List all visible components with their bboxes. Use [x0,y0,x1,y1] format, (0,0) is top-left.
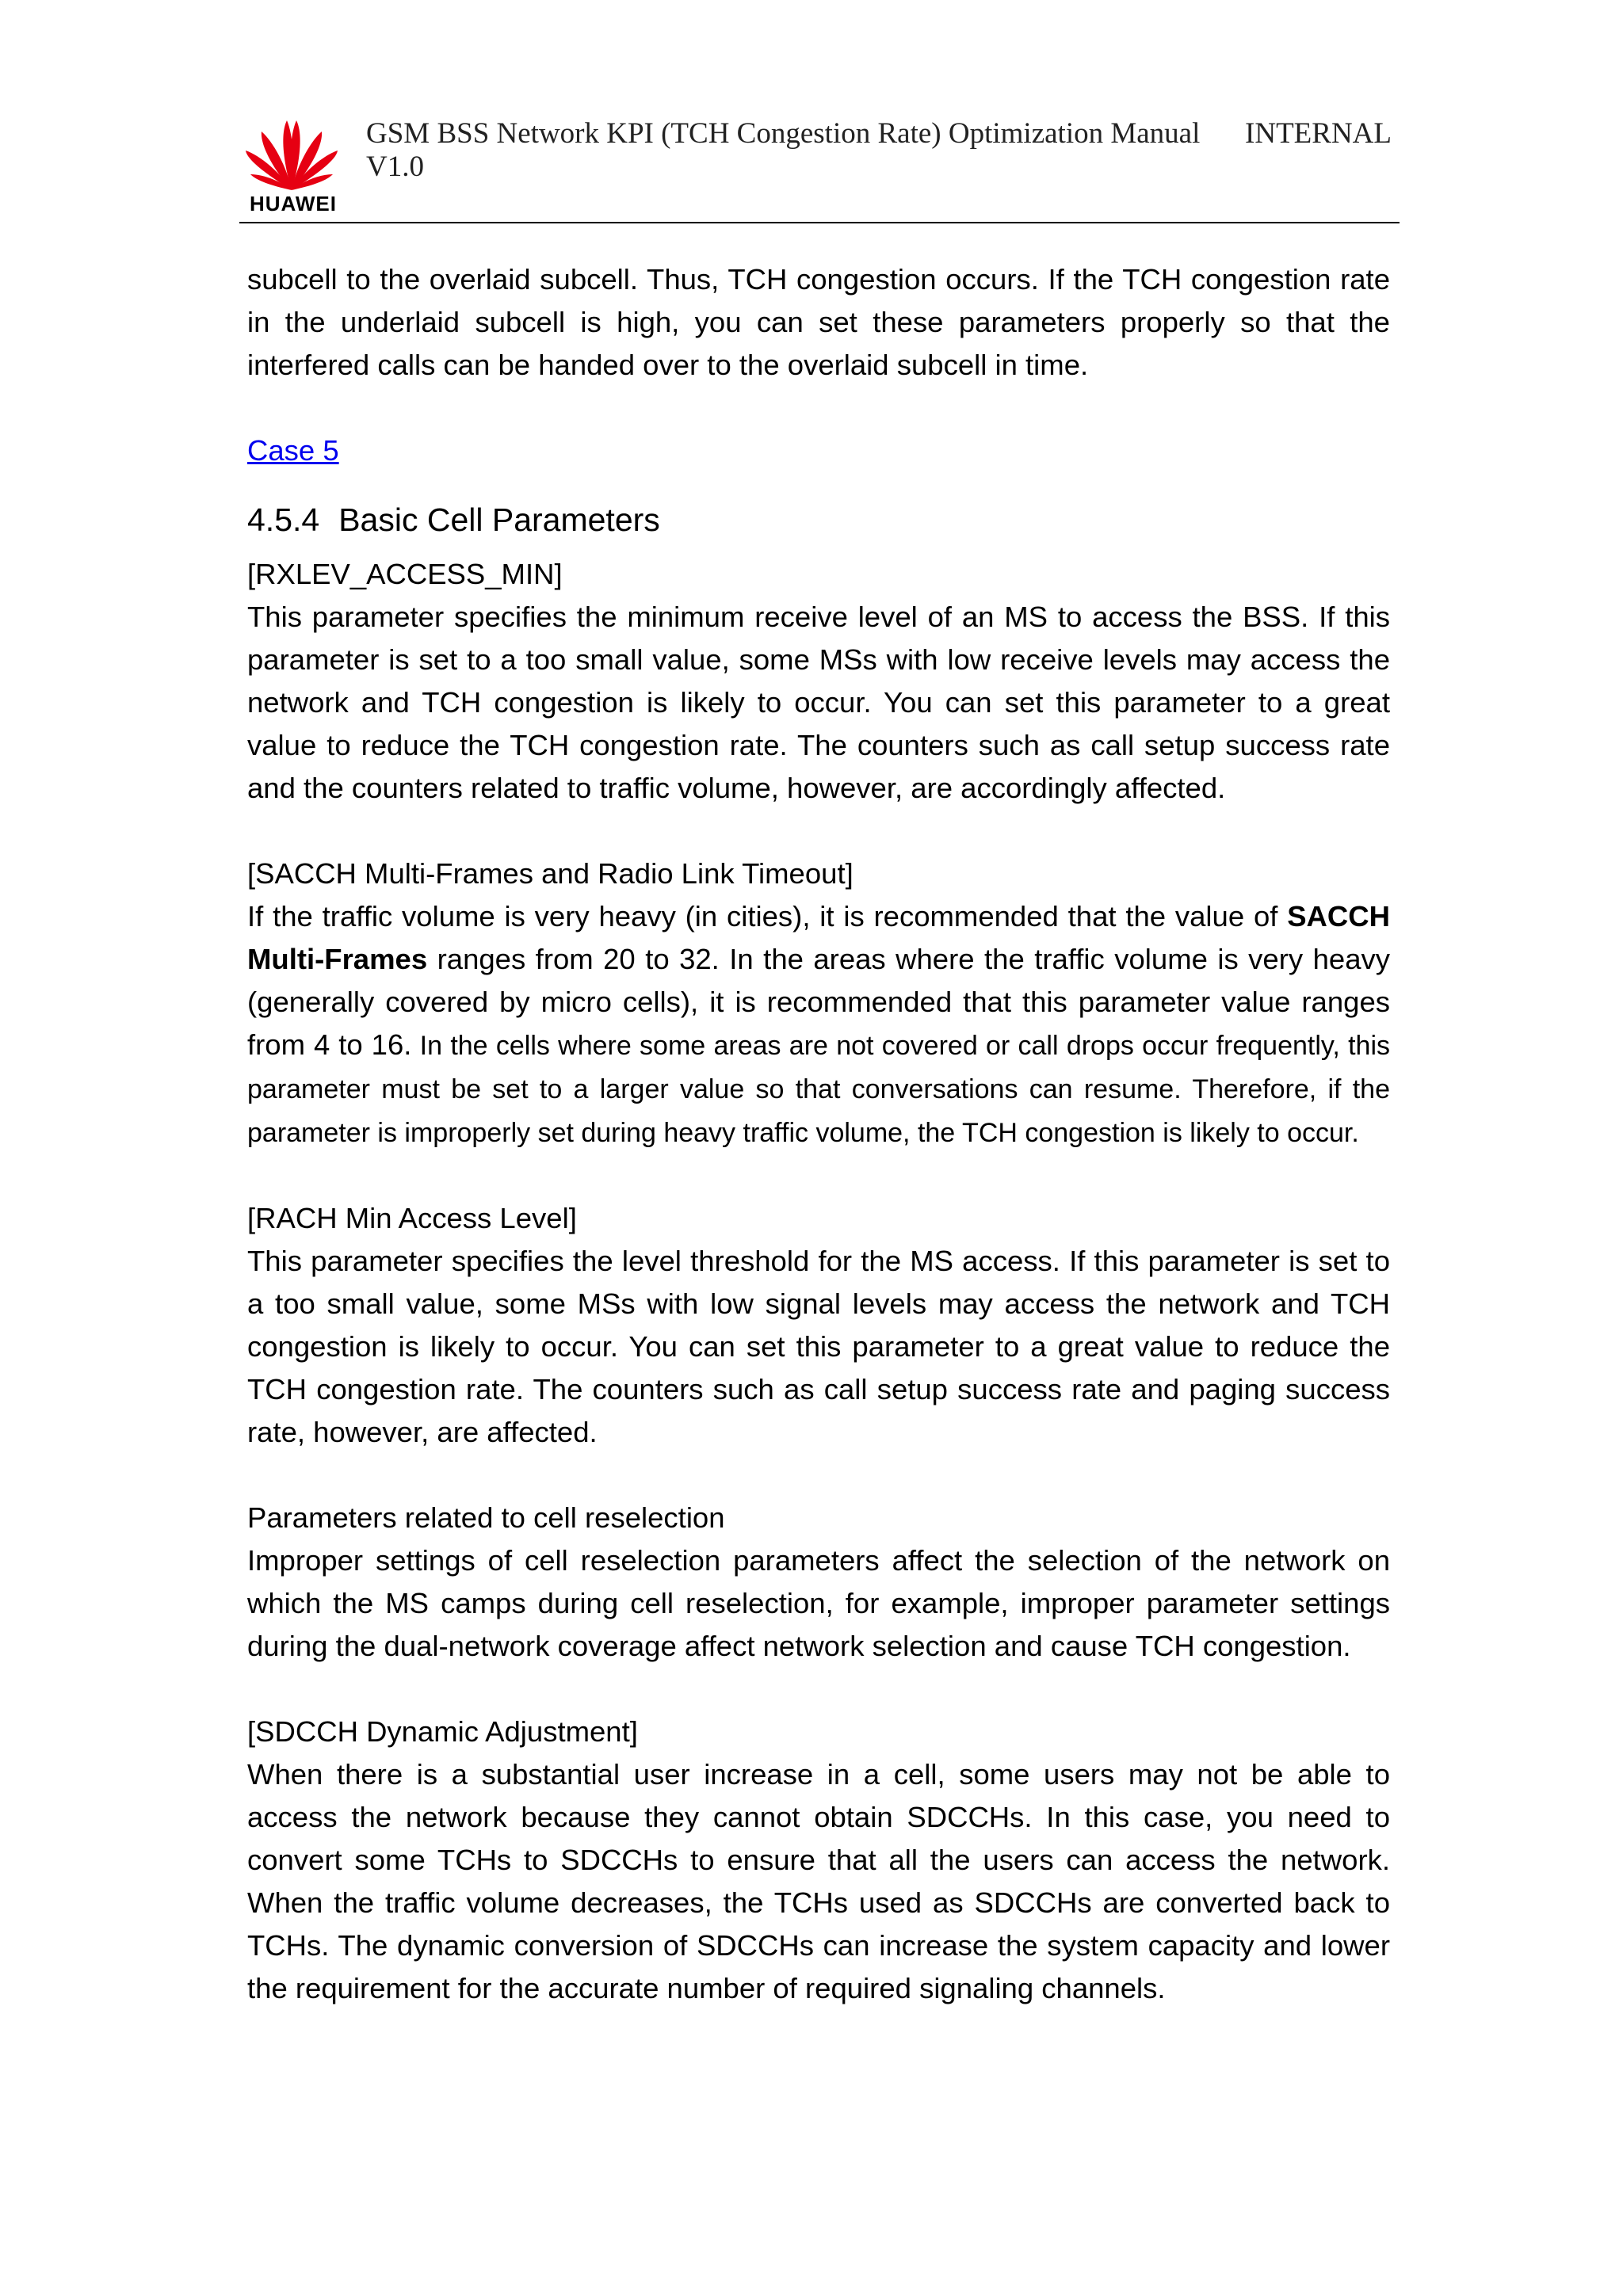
param-description: This parameter specifies the level threshold for the MS access. If this parameter is set to a too small value, some MSs with low signal levels may access the network and TCH congestion is likely to occur. You can set this parameter to a great value to reduce the TCH congestion rate. The counters such as call setup success rate and paging success rate, however, are affected. [247,1245,1390,1448]
param-block-sdcch-dynamic-adjustment [247,1711,1390,2010]
param-block-sacch [247,852,1390,1154]
param-block-cell-reselection [247,1497,1390,1668]
document-title [366,117,1206,184]
document-version: V1.0 [366,151,424,183]
page-header [239,111,1400,223]
param-label: [SACCH Multi-Frames and Radio Link Timeout] [247,857,854,890]
huawei-logo-icon [242,116,341,214]
param-block-rach-min-access-level [247,1197,1390,1454]
logo-wordmark: HUAWEI [250,192,337,215]
param-description [247,895,1390,1154]
param-label: [SDCCH Dynamic Adjustment] [247,1715,638,1748]
section-title: Basic Cell Parameters [338,502,660,538]
section-number: 4.5.4 [247,502,320,538]
section-heading [247,496,1390,543]
case-5-link[interactable]: Case 5 [247,434,339,467]
param-label: [RACH Min Access Level] [247,1202,577,1234]
param-text-part: ranges from 20 to 32. In the areas where the traffic volume is very heavy (generally covered by micro cells), it is recommended that this parameter value ranges from 4 to 16. [247,943,1390,1061]
classification-label: INTERNAL [1245,117,1392,150]
param-text-part: If the traffic volume is very heavy (in cities), it is recommended that the value of [247,900,1288,933]
document-body [247,258,1390,2010]
huawei-petals-icon [242,116,341,195]
param-label: [RXLEV_ACCESS_MIN] [247,558,563,590]
param-block-rxlev-access-min [247,553,1390,810]
param-description: Improper settings of cell reselection parameters affect the selection of the network on which the MS camps during cell reselection, for example, improper parameter settings during the dual-network coverage affect network selection and cause TCH congestion. [247,1544,1390,1662]
param-text-part: In the cells where some areas are not covered or call drops occur frequently, this parameter must be set to a larger value so that conversations can resume. Therefore, if the parameter is improperly set during heavy traffic volume, the TCH congestion is likely to occur. [247,1031,1390,1148]
document-title-line-1: GSM BSS Network KPI (TCH Congestion Rate) Optimization Manual [366,117,1201,150]
param-description: This parameter specifies the minimum receive level of an MS to access the BSS. If this parameter is set to a too small value, some MSs with low receive levels may access the network and TCH congestion is likely to occur. You can set this parameter to a great value to reduce the TCH congestion rate. The counters such as call setup success rate and the counters related to traffic volume, however, are accordingly affected. [247,601,1390,804]
param-description: When there is a substantial user increase in a cell, some users may not be able to access the network because they cannot obtain SDCCHs. In this case, you need to convert some TCHs to SDCCHs to ensure that all the users can access the network. When the traffic volume decreases, the TCHs used as SDCCHs are converted back to TCHs. The dynamic conversion of SDCCHs can increase the system capacity and lower the requirement for the accurate number of required signaling channels. [247,1758,1390,2004]
param-label: Parameters related to cell reselection [247,1501,725,1534]
intro-paragraph: subcell to the overlaid subcell. Thus, TCH congestion occurs. If the TCH congestion rate in the underlaid subcell is high, you can set these parameters properly so that the interfered calls can be handed over to the overlaid subcell in time. [247,263,1390,381]
param-name-bold: SACCH Multi-Frames [247,900,1390,975]
